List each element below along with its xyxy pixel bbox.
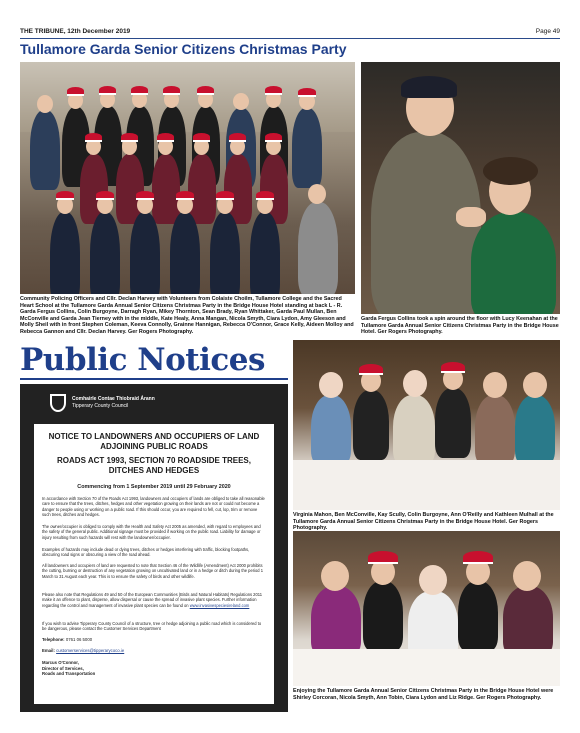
enjoy-photo	[293, 531, 560, 686]
notice-paragraph-3: Examples of hazards may include dead or dying trees, ditches or hedges interfering with traffic, blocking footpaths, obscuring road signs or obscuring a view of the road ahead.	[42, 547, 250, 558]
public-notices-title: Public Notices	[20, 342, 265, 378]
notice-paragraph-2: The owner/occupier is obliged to comply with the Health and Safety Act 2005 as amended, with regard to employees and the safety of the general public. Additional signage must be provided if working on the public road. Liability for damage or injury resulting from such hazards will rest with the landowner/occupier.	[42, 524, 261, 540]
telephone-line	[42, 637, 266, 643]
council-name: Tipperary County Council	[72, 403, 129, 409]
page-number: Page 49	[535, 28, 560, 35]
signatory-title-2: Roads and Transportation	[42, 671, 96, 677]
signatory	[42, 660, 266, 677]
header-rule	[20, 38, 560, 39]
group-photo-caption: Community Policing Officers and Cllr. Declan Harvey with Volunteers from Colaiste Choilm, Tullamore College and the Sacred Heart School at the Tullamore Garda Annual Senior Citizens Christmas Party in the Bridge House Hotel standing at back L - R. Garda Fergus Collins, Colin Burgoyne, Darragh Ryan, Mikey Thornton, Sean Brady, Ryan Whittaker, Garda Paul Mullan, Ben McConville and Garda Jean Tierney with in the middle, Kate Healy, Anna Mangan, Nicola Smyth, Ciara Lydon, Amy Gleeson and Molly Sheil with in front Stephen Coleman, Keeva Connolly, Grainne Hannigan, Rebecca O'Connor, Grace Kelly, Aideen Molloy and Rebecca Gannon and Cllr. Declan Harvey. Ger Rogers Photography.	[20, 296, 354, 335]
invasive-species-link[interactable]: www.invasivespeciesireland.com	[189, 602, 250, 608]
notice-paragraph-6: If you wish to advise Tipperary County Council of a structure, tree or hedge adjoining a public road which is considered to be dangerous, please contact the Customer Services Department	[42, 621, 262, 632]
signatory-title-1: Director of Services,	[42, 665, 84, 671]
council-crest-icon	[50, 394, 66, 412]
notice-dates: Commencing from 1 September 2019 until 29 February 2020	[77, 484, 231, 490]
email-line	[42, 648, 266, 654]
public-notice-box	[20, 384, 288, 712]
notice-paragraph-5	[42, 592, 266, 608]
page-header	[20, 26, 560, 38]
group-photo	[20, 62, 355, 294]
notice-paragraph-4: All landowners and occupiers of land are requested to note that Section 46 of the Wildlife (Amendment) Act 2000 prohibits the cutting, burning or destruction of any vegetation growing on uncultivated land or in a hedge or ditch during the period 1 March to 31 August each year. This is to ensure the safety of birds and other wildlife.	[42, 563, 263, 579]
table-photo-caption: Virginia Mahon, Ben McConville, Kay Scully, Colin Burgoyne, Ann O'Reilly and Kathleen Mulhall at the Tullamore Garda Annual Senior Citizens Christmas Party in the Bridge House Hotel. Ger Rogers Photography.	[293, 512, 554, 532]
dance-photo	[361, 62, 560, 314]
council-name-irish: Comhairle Contae Thiobraid Árann	[72, 396, 155, 402]
email-label: Email:	[42, 648, 55, 653]
dance-photo-caption: Garda Fergus Collins took a spin around the floor with Lucy Keenahan at the Tullamore Garda Annual Senior Citizens Christmas Party in the Bridge House Hotel. Ger Rogers Photography.	[361, 316, 559, 336]
email-link[interactable]: customerservices@tipperarycoco.ie	[56, 648, 125, 653]
signatory-name: Marcus O'Connor,	[42, 660, 79, 665]
public-notices-rule	[20, 378, 288, 380]
article-headline: Tullamore Garda Senior Citizens Christmas Party	[20, 41, 347, 57]
notice-paragraph-1: In accordance with Section 70 of the Roads Act 1993, landowners and occupiers of lands are obliged to take all reasonable care to ensure that the trees, ditches, hedges and other vegetation growing on their lands are not or could not become a danger to people using or working on a public road. If this should occur, you are required to fell, cut, lop, trim or remove such trees, ditches and hedges.	[42, 496, 265, 518]
notice-heading: NOTICE TO LANDOWNERS AND OCCUPIERS OF LAND ADJOINING PUBLIC ROADS	[48, 432, 260, 451]
publication-date: THE TRIBUNE, 12th December 2019	[20, 28, 131, 35]
enjoy-photo-caption: Enjoying the Tullamore Garda Annual Senior Citizens Christmas Party in the Bridge House Hotel were Shirley Corcoran, Nicola Smyth, Ann Tobin, Ciara Lydon and Liz Ridge. Ger Rogers Photography.	[293, 688, 554, 701]
council-logo	[50, 392, 250, 416]
notice-subheading: ROADS ACT 1993, SECTION 70 ROADSIDE TREES, DITCHES AND HEDGES	[57, 456, 251, 475]
table-photo	[293, 340, 560, 510]
telephone-number: 0761 06 5000	[65, 637, 93, 642]
telephone-label: Telephone:	[42, 637, 65, 642]
notice-paragraph-5-text: Please also note that Regulations 49 and 50 of the European Communities (Birds and Natural Habitats) Regulations 2011 make it an offence to plant, disperse, allow dispersal or cause the spread of invasive plant species. Further information regarding the control and management of invasive plant species can be found on	[42, 592, 262, 608]
notice-content	[34, 424, 274, 704]
